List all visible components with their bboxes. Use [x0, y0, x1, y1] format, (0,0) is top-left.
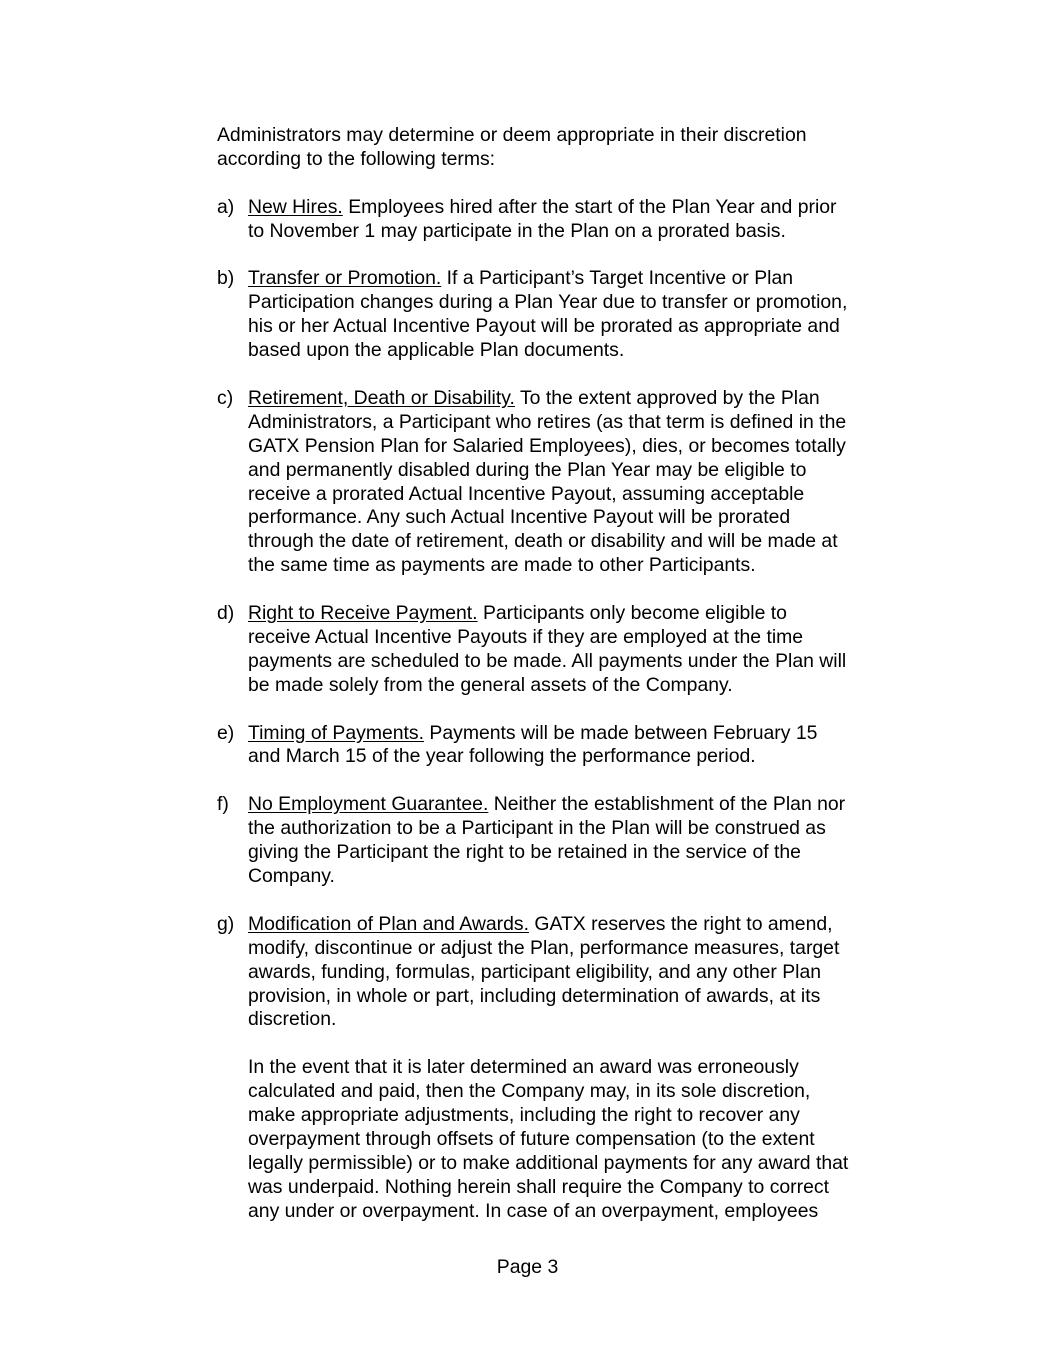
term-new-hires — [217, 196, 907, 244]
term-heading: New Hires. — [248, 195, 343, 218]
term-text: Payments will be made between February 15 and March 15 of the year following the performance period. — [248, 721, 818, 768]
term-marker: b) — [217, 267, 235, 290]
intro-paragraph: Administrators may determine or deem appropriate in their discretion according to the following terms: — [217, 124, 807, 170]
term-text: Participants only become eligible to receive Actual Incentive Payouts if they are employed at the time payments are scheduled to be made. All payments under the Plan will be made solely from the general assets of the Company. — [248, 602, 847, 696]
term-marker: a) — [217, 195, 235, 218]
term-text: GATX reserves the right to amend, modify, discontinue or adjust the Plan, performance measures, target awards, funding, formulas, participant eligibility, and any other Plan provision, in whole or part, including determination of awards, at its discretion. — [248, 912, 840, 1031]
term-paragraph — [248, 722, 907, 770]
term-right-to-receive-payment — [217, 602, 907, 698]
term-timing-of-payments — [217, 722, 907, 770]
term-text: To the extent approved by the Plan Administrators, a Participant who retires (as that term is defined in the GATX Pension Plan for Salaried Employees), dies, or becomes totally and permanently disabled during the Plan Year may be eligible to receive a prorated Actual Incentive Payout, assuming acceptable performance. Any such Actual Incentive Payout will be prorated through the date of retirement, death or disability and will be made at the same time as payments are made to other Participants. — [248, 386, 847, 577]
term-marker: g) — [217, 912, 235, 935]
term-paragraph — [248, 387, 907, 578]
page-number: Page 3 — [496, 1256, 559, 1278]
term-paragraph — [248, 913, 907, 1033]
term-marker: f) — [217, 793, 229, 816]
term-text: If a Participant’s Target Incentive or Plan Participation changes during a Plan Year due to transfer or promotion, his or her Actual Incentive Payout will be prorated as appropriate and based upon the applicable Plan documents. — [248, 267, 848, 362]
term-no-employment-guarantee — [217, 793, 907, 889]
document-body — [217, 124, 907, 1224]
term-marker: c) — [217, 386, 234, 409]
term-paragraph — [248, 602, 907, 698]
terms-list — [217, 196, 907, 1224]
term-paragraph — [248, 793, 907, 889]
term-heading: Transfer or Promotion. — [248, 267, 442, 290]
term-text: Neither the establishment of the Plan nor the authorization to be a Participant in the Plan will be construed as giving the Participant the right to be retained in the service of the Company. — [248, 793, 846, 887]
term-transfer-promotion — [217, 267, 907, 363]
term-retirement-death-disability — [217, 387, 907, 578]
term-paragraph — [248, 196, 907, 244]
term-continuation-paragraph: In the event that it is later determined an award was erroneously calculated and paid, then the Company may, in its sole discretion, make appropriate adjustments, including the right to recover any overpayment through offsets of future compensation (to the extent legally permissible) or to make additional payments for any award that was underpaid. Nothing herein shall require the Company to correct any under or overpayment. In case of an overpayment, employees — [248, 1056, 849, 1222]
term-heading: Timing of Payments. — [248, 721, 425, 744]
term-heading: Right to Receive Payment. — [248, 602, 478, 625]
term-heading: Modification of Plan and Awards. — [248, 912, 529, 935]
term-modification-of-plan — [217, 913, 907, 1224]
term-heading: No Employment Guarantee. — [248, 793, 489, 816]
term-heading: Retirement, Death or Disability. — [248, 386, 515, 409]
term-marker: d) — [217, 602, 235, 625]
term-text: Employees hired after the start of the Plan Year and prior to November 1 may participate in the Plan on a prorated basis. — [248, 195, 837, 242]
term-marker: e) — [217, 721, 235, 744]
term-paragraph — [248, 267, 907, 363]
